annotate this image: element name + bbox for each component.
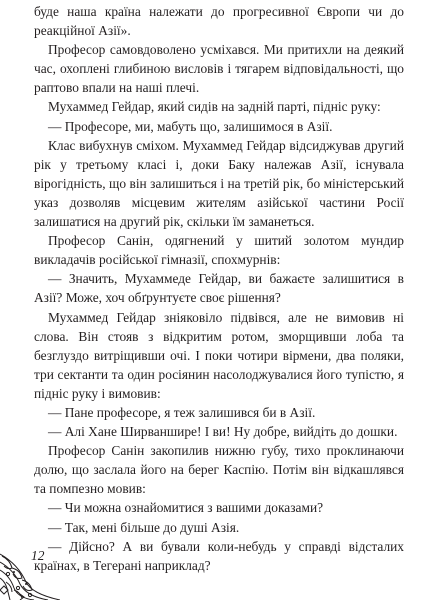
paragraph: Професор Санін закопилив нижню губу, тихо проклинаючи долю, що заслала його на берег Каспію. Потім він відкашлявся та помпезно мовив: [34, 443, 404, 497]
paragraph: — Алі Хане Ширваншире! І ви! Ну добре, вийдіть до дошки. [48, 424, 398, 440]
paragraph: Клас вибухнув сміхом. Мухаммед Гейдар відсиджував другий рік у третьому класі і, доки Баку належав Азії, існувала вірогідність, що він залишиться і на третій рік, бо міністерський указ дозволяв місцевим жителям азійської частини Росії залишатися на другий рік, скільки їм заманеться. [34, 137, 404, 230]
body-text [34, 2, 404, 575]
paragraph: Мухаммед Гейдар зніяковіло підвівся, але не вимовив ні слова. Він стояв з відкритим ротом, зморщивши лоба та безглуздо витріщивши очі. І поки чотири вірмени, два поляки, три сектанти та один росіянин насолоджувалися його тупістю, я підніс руку і вимовив: [34, 309, 404, 401]
paragraph: — Чи можна ознайомитися з вашими доказами? [48, 500, 324, 516]
paragraph: Професор Санін, одягнений у шитий золотом мундир викладачів російської гімназії, спохмурнів: [34, 233, 404, 268]
paragraph: — Професоре, ми, мабуть що, залишимося в Азії. [48, 118, 333, 134]
paragraph: — Дійсно? А ви бували коли-небудь у справді відсталих країнах, в Тегерані наприклад? [34, 538, 404, 573]
paragraph: — Пане професоре, я теж залишився би в Азії. [48, 404, 316, 420]
paragraph: Мухаммед Гейдар, який сидів на задній парті, підніс руку: [48, 99, 381, 115]
paragraph: Професор самовдоволено усміхався. Ми притихли на деякий час, охоплені глибиною висловів і тягарем відповідальності, що раптово впали на наші плечі. [34, 42, 404, 96]
paragraph: буде наша країна належати до прогресивної Європи чи до реакційної Азії». [34, 4, 404, 39]
corner-ornament-icon [0, 548, 60, 600]
page-number: 12 [31, 548, 45, 563]
paragraph: — Значить, Мухаммеде Гейдар, ви бажаєте залишитися в Азії? Може, хоч обґрунтуєте своє рішення? [34, 271, 404, 306]
paragraph: — Так, мені більше до душі Азія. [48, 519, 240, 535]
